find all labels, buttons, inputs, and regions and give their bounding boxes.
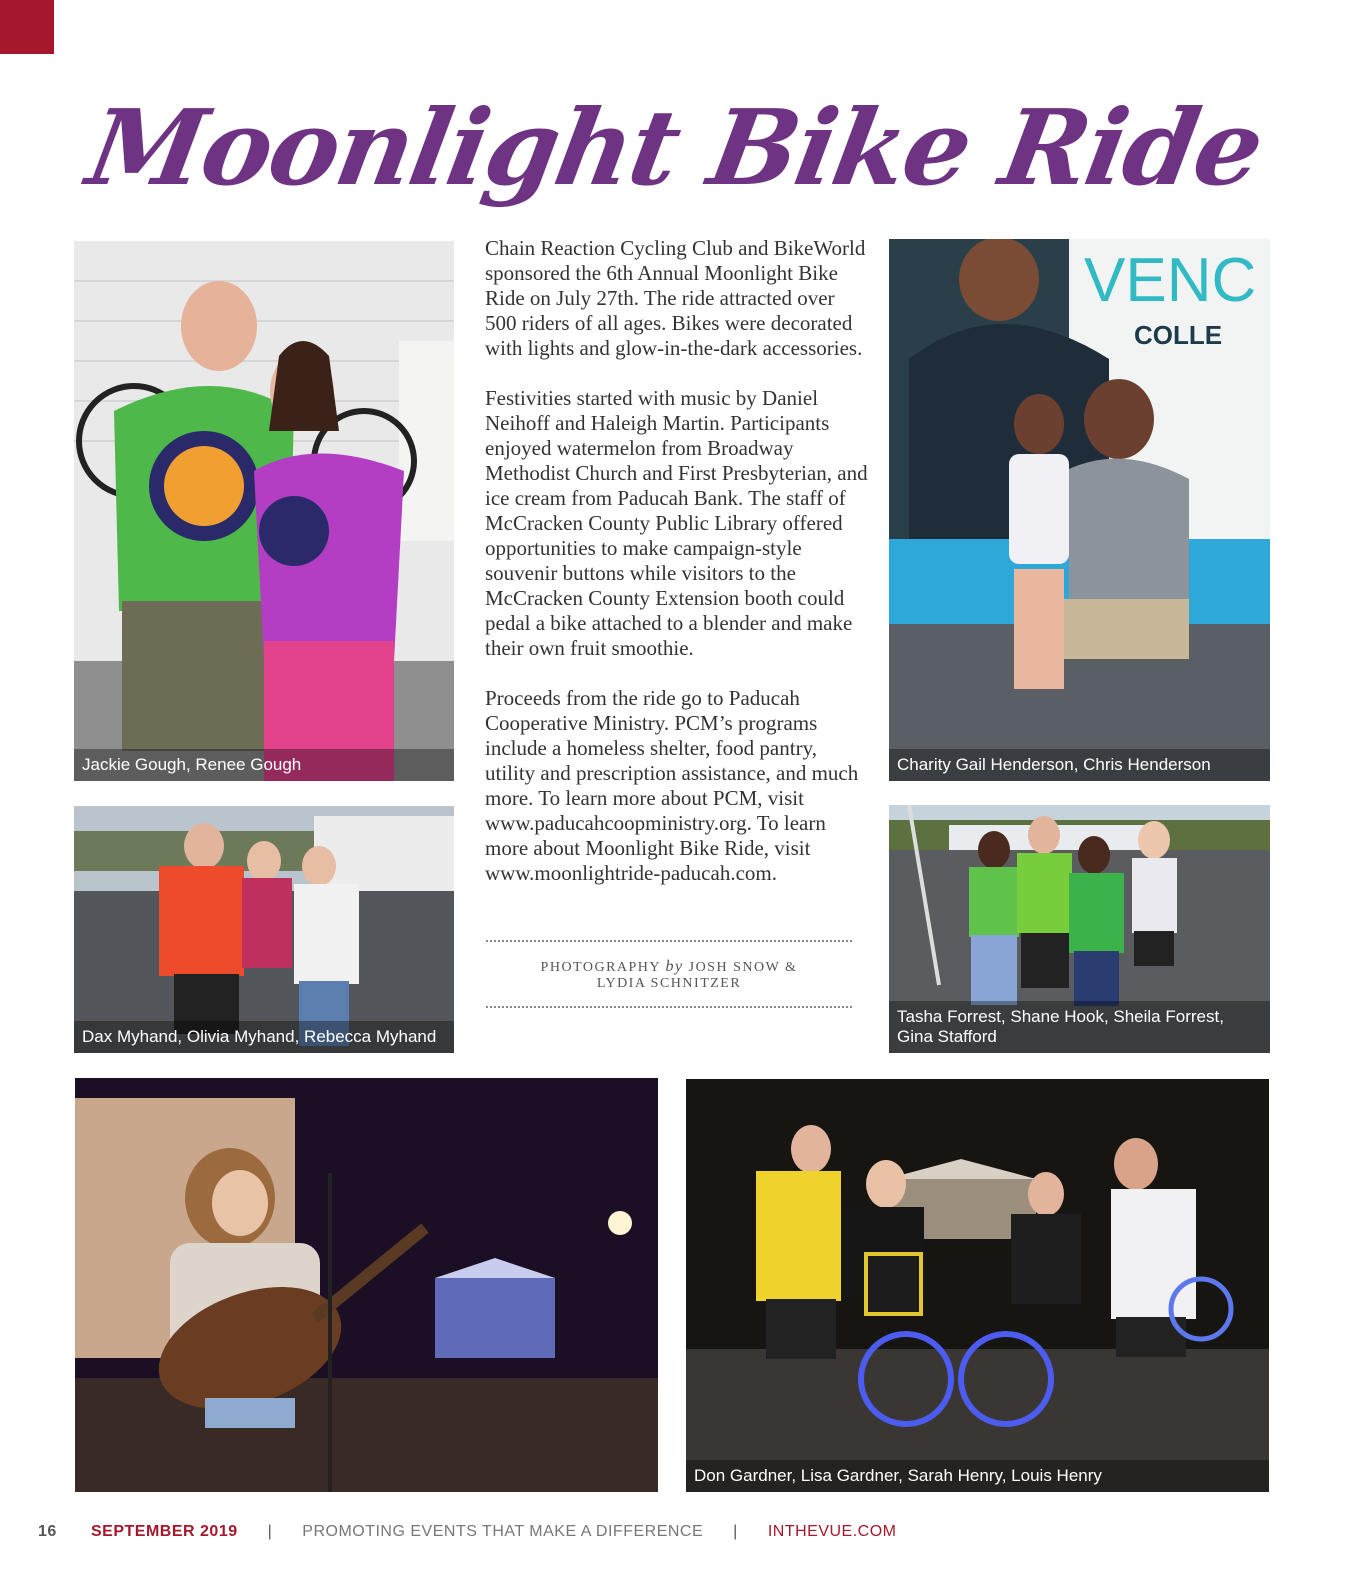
page-title: Moonlight Bike Ride <box>79 86 1271 209</box>
corner-accent-block <box>0 0 54 54</box>
page-footer <box>38 1520 896 1544</box>
photo-hendersons-image <box>889 239 1270 781</box>
photo-singer-image <box>75 1078 658 1492</box>
photo-gardners-henrys-image <box>686 1079 1269 1492</box>
credit-names-line2: LYDIA SCHNITZER <box>596 976 742 991</box>
photo-goughs <box>74 241 454 781</box>
photo-caption: Tasha Forrest, Shane Hook, Sheila Forrest, Gina Stafford <box>889 1001 1270 1053</box>
photo-myhands <box>74 806 454 1053</box>
photo-myhands-image <box>74 806 454 1053</box>
article-paragraph: Chain Reaction Cycling Club and BikeWorld sponsored the 6th Annual Moonlight Bike Ride on July 27th. The ride attracted over 500 riders of all ages. Bikes were decorated with lights and glow-in-the-dark accessories. <box>485 236 866 360</box>
photo-credit <box>486 940 852 1008</box>
photo-gardners-henrys <box>686 1079 1269 1492</box>
svg-text:VENC: VENC <box>1084 246 1257 315</box>
photo-caption: Don Gardner, Lisa Gardner, Sarah Henry, Louis Henry <box>686 1460 1269 1492</box>
footer-tagline: PROMOTING EVENTS THAT MAKE A DIFFERENCE <box>302 1523 704 1540</box>
article-body <box>485 236 870 911</box>
issue-date: SEPTEMBER 2019 <box>91 1523 238 1540</box>
article-paragraph: Festivities started with music by Daniel Neihoff and Haleigh Martin. Participants enjoyed watermelon from Broadway Methodist Church and First Presbyterian, and ice cream from Paducah Bank. The staff of McCracken County Public Library offered opportunities to make campaign-style souvenir buttons while visitors to the McCracken County Extension booth could pedal a bike attached to a blender and make their own fruit smoothie. <box>485 386 868 660</box>
photo-goughs-image <box>74 241 454 781</box>
credit-names: JOSH SNOW & <box>688 960 798 975</box>
photo-caption: Dax Myhand, Olivia Myhand, Rebecca Myhand <box>74 1021 454 1053</box>
photo-caption: Charity Gail Henderson, Chris Henderson <box>889 749 1270 781</box>
photo-caption: Jackie Gough, Renee Gough <box>74 749 454 781</box>
svg-text:COLLE: COLLE <box>1134 320 1223 350</box>
page-number: 16 <box>38 1523 57 1540</box>
photo-forrest-group <box>889 805 1270 1053</box>
credit-by: by <box>665 958 684 975</box>
footer-separator: | <box>733 1523 738 1540</box>
footer-separator: | <box>267 1523 273 1540</box>
photo-hendersons <box>889 239 1270 781</box>
credit-label: PHOTOGRAPHY <box>540 960 661 975</box>
website-link[interactable]: INTHEVUE.COM <box>767 1523 897 1540</box>
photo-singer <box>75 1078 658 1492</box>
article-paragraph: Proceeds from the ride go to Paducah Cooperative Ministry. PCM’s programs include a homeless shelter, food pantry, utility and prescription assistance, and much more. To learn more about PCM, visit www.paducahcoopministry.org. To learn more about Moonlight Bike Ride, visit www.moonlightride-paducah.com. <box>485 686 859 885</box>
